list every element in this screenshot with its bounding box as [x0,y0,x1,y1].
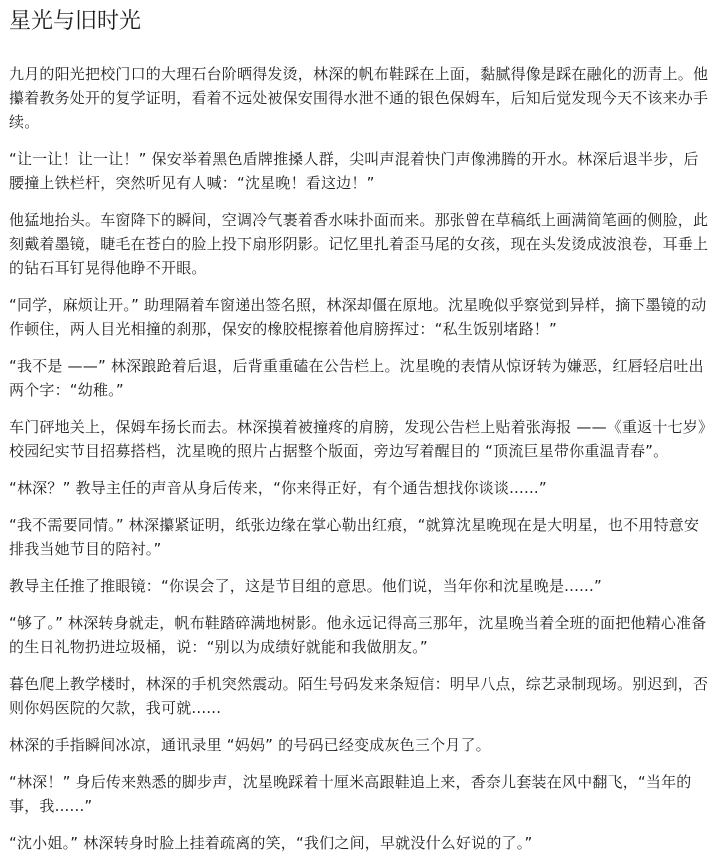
article-body [9,62,712,855]
paragraph: 教导主任推了推眼镜：“你误会了，这是节目组的意思。他们说，当年你和沈星晚是......” [9,577,602,595]
paragraph: “林深！” 身后传来熟悉的脚步声，沈星晚踩着十厘米高跟鞋追上来，香奈儿套装在风中翻飞，“当年的事，我......” [9,773,692,815]
paragraph: 林深的手指瞬间冰凉，通讯录里 “妈妈” 的号码已经变成灰色三个月了。 [9,736,491,754]
paragraph: “让一让！让一让！” 保安举着黑色盾牌推搡人群，尖叫声混着快门声像沸腾的开水。林深后退半步，后腰撞上铁栏杆，突然听见有人喊：“沈星晚！看这边！” [9,150,699,192]
paragraph: 他猛地抬头。车窗降下的瞬间，空调冷气裹着香水味扑面而来。那张曾在草稿纸上画满简笔画的侧脸，此刻戴着墨镜，睫毛在苍白的脸上投下扇形阴影。记忆里扎着歪马尾的女孩，现在头发烫成波浪卷，耳垂上的钻石耳钉晃得他睁不开眼。 [9,211,709,277]
paragraph: “够了。” 林深转身就走，帆布鞋踏碎满地树影。他永远记得高三那年，沈星晚当着全班的面把他精心准备的生日礼物扔进垃圾桶，说：“别以为成绩好就能和我做朋友。” [9,614,707,656]
paragraph: 暮色爬上教学楼时，林深的手机突然震动。陌生号码发来条短信：明早八点，综艺录制现场。别迟到，否则你妈医院的欠款，我可就...... [9,675,709,717]
paragraph: “同学，麻烦让开。” 助理隔着车窗递出签名照，林深却僵在原地。沈星晚似乎察觉到异样，摘下墨镜的动作顿住，两人目光相撞的刹那，保安的橡胶棍擦着他肩膀挥过：“私生饭别堵路！” [9,296,707,338]
paragraph: “我不需要同情。” 林深攥紧证明，纸张边缘在掌心勒出红痕，“就算沈星晚现在是大明星，也不用特意安排我当她节目的陪衬。” [9,516,700,558]
paragraph: “我不是 ——” 林深踉跄着后退，后背重重磕在公告栏上。沈星晚的表情从惊讶转为嫌恶，红唇轻启吐出两个字：“幼稚。” [9,357,704,399]
paragraph: “沈小姐。” 林深转身时脸上挂着疏离的笑，“我们之间，早就没什么好说的了。” [9,834,533,852]
paragraph: “林深？” 教导主任的声音从身后传来，“你来得正好，有个通告想找你谈谈......” [9,479,547,497]
paragraph: 九月的阳光把校门口的大理石台阶晒得发烫，林深的帆布鞋踩在上面，黏腻得像是踩在融化的沥青上。他攥着教务处开的复学证明，看着不远处被保安围得水泄不通的银色保姆车，后知后觉发现今天不该来办手续。 [9,65,709,131]
paragraph: 车门砰地关上，保姆车扬长而去。林深摸着被撞疼的肩膀，发现公告栏上贴着张海报 ——《重返十七岁》校园纪实节目招募搭档，沈星晚的照片占据整个版面，旁边写着醒目的 “顶流巨星带你重温青春”。 [9,418,706,460]
article-title: 星光与旧时光 [9,9,142,34]
